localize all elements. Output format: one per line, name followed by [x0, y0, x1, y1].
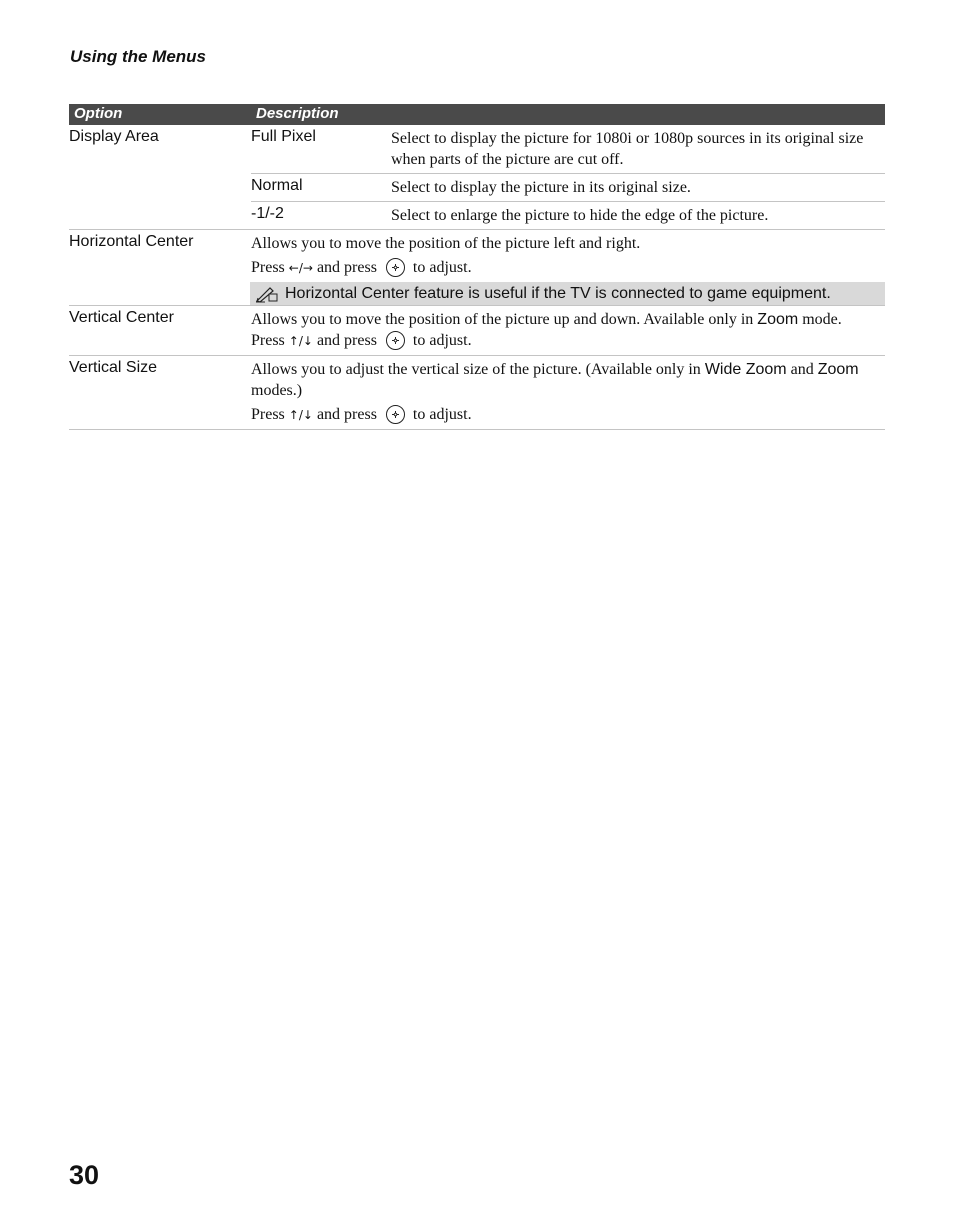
press-text: Press	[251, 332, 285, 349]
subrow-name: Full Pixel	[251, 128, 316, 145]
vertical-size-description	[251, 356, 885, 401]
subrow-normal	[251, 174, 885, 202]
row-vertical-center	[69, 306, 885, 356]
horizontal-center-press-line	[251, 257, 885, 279]
wide-zoom-term: Wide Zoom	[704, 361, 787, 378]
subrow-full-pixel	[251, 125, 885, 174]
enter-button-icon	[386, 405, 405, 424]
vertical-center-description	[251, 306, 885, 330]
up-down-arrows-icon: ↑/↓	[288, 334, 313, 348]
note-text: Horizontal Center feature is useful if the TV is connected to game equipment.	[285, 285, 831, 302]
option-horizontal-center: Horizontal Center	[69, 233, 194, 250]
row-horizontal-center	[69, 230, 885, 306]
press-text: Press	[251, 406, 285, 423]
pencil-note-icon	[255, 285, 279, 303]
vertical-center-press-line	[251, 330, 885, 355]
zoom-term: Zoom	[817, 361, 859, 378]
option-vertical-size: Vertical Size	[69, 359, 158, 376]
and-press-text: and press	[316, 406, 377, 423]
page-number: 30	[69, 1160, 100, 1190]
subrow-desc: Select to display the picture for 1080i or 1080p sources in its original size when parts of the picture are cut off.	[391, 130, 864, 168]
row-vertical-size	[69, 356, 885, 430]
left-right-arrows-icon: ←/→	[288, 261, 313, 275]
section-heading: Using the Menus	[70, 47, 207, 66]
press-text: Press	[251, 259, 285, 276]
desc-text-and: and	[790, 361, 814, 378]
row-display-area	[69, 125, 885, 230]
and-press-text: and press	[316, 332, 377, 349]
vertical-size-press-line	[251, 404, 885, 429]
header-option: Option	[74, 105, 123, 122]
subrow-name: -1/-2	[251, 205, 284, 222]
display-area-subtable	[251, 125, 885, 229]
table-header	[69, 104, 885, 125]
to-adjust-text: to adjust.	[412, 332, 472, 349]
option-vertical-center: Vertical Center	[69, 309, 174, 326]
subrow-desc: Select to enlarge the picture to hide the edge of the picture.	[391, 207, 769, 224]
desc-text: Allows you to adjust the vertical size of the picture. (Available only in	[251, 361, 701, 378]
subrow-desc: Select to display the picture in its original size.	[391, 179, 691, 196]
option-display-area: Display Area	[69, 128, 159, 145]
subrow-name: Normal	[251, 177, 303, 194]
up-down-arrows-icon: ↑/↓	[288, 408, 313, 422]
desc-text-end: mode.	[802, 311, 842, 328]
enter-button-icon	[386, 258, 405, 277]
to-adjust-text: to adjust.	[412, 259, 472, 276]
desc-text: Allows you to move the position of the picture up and down. Available only in	[251, 311, 754, 328]
subrow-minus-1-2	[251, 202, 885, 229]
zoom-term: Zoom	[757, 311, 799, 328]
enter-button-icon	[386, 331, 405, 350]
note-box	[250, 282, 885, 305]
to-adjust-text: to adjust.	[412, 406, 472, 423]
header-description: Description	[256, 105, 339, 122]
desc-text-end: modes.)	[251, 382, 303, 399]
and-press-text: and press	[316, 259, 377, 276]
horizontal-center-description: Allows you to move the position of the picture left and right.	[251, 235, 641, 252]
options-table	[69, 104, 885, 430]
